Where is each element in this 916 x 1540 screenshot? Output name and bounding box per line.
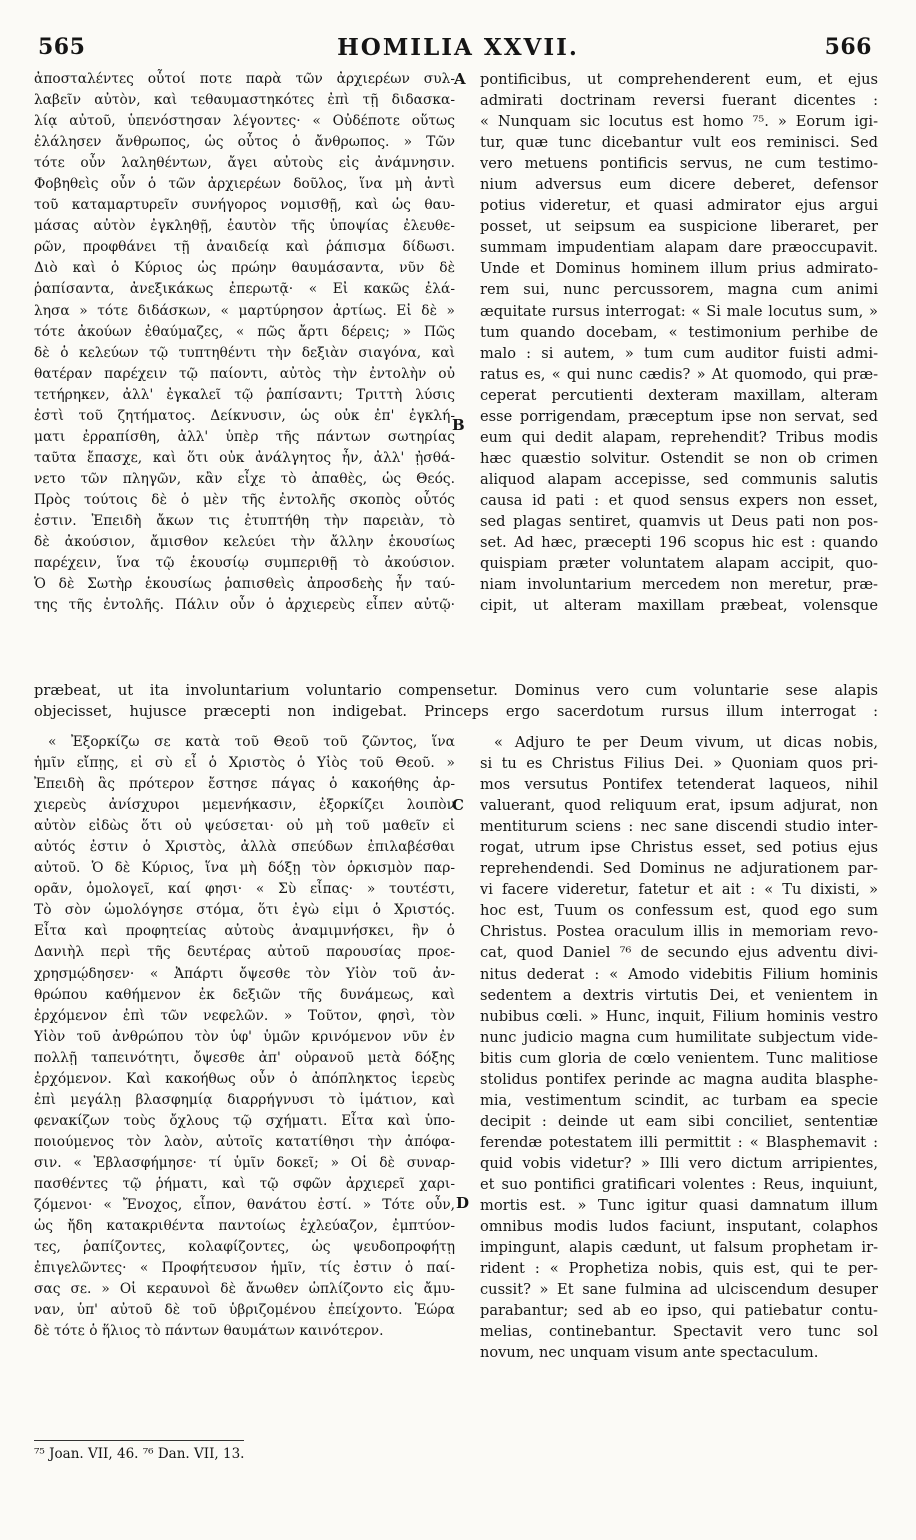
text-line: mos versutus Pontifex tetenderat laqueos, nihil [480, 776, 878, 794]
text-line: set. Ad hæc, præcepti 196 scopus hic est : quando [480, 534, 878, 552]
text-line: Φοβηθεὶς οὖν ὁ τῶν ἀρχιερέων δοῦλος, ἵνα μὴ ἀντὶ [34, 176, 455, 193]
text-line: μάσας αὐτὸν ἐγκληθῇ, ἑαυτὸν τῆς ὑποψίας ἐλευθε- [34, 218, 455, 235]
text-line: ἀποσταλέντες οὗτοί ποτε παρὰ τῶν ἀρχιερέων συλ- [34, 71, 455, 87]
text-line: malo : si autem, » tum cum auditor fuisti admi- [480, 344, 878, 362]
text-line: ratus es, « qui nunc cædis? » At quomodo, qui præ- [480, 365, 878, 383]
text-line: hæc quæstio solvitur. Ostendit se non ob crimen [480, 449, 878, 467]
text-line: melias, continebantur. Spectavit vero tunc sol [480, 1323, 878, 1341]
text-line: reprehendendi. Sed Dominus ne adjurationem par- [480, 860, 878, 878]
text-line: λίᾳ αὐτοῦ, ὑπενόστησαν λέγοντες· « Οὐδέποτε οὕτως [34, 113, 455, 130]
text-line: ρῶν, προφθάνει τῇ ἀναιδείᾳ καὶ ῥάπισμα δίδωσι. [34, 239, 455, 256]
text-line: tum quando docebam, « testimonium perhibe de [480, 323, 878, 341]
text-line: φενακίζων τοὺς ὄχλους τῷ σχήματι. Εἶτα καὶ ὑπο- [34, 1112, 455, 1129]
text-line: ποιούμενος τὸν λαὸν, αὐτοῖς κατατίθησι τὴν ἀπόφα- [34, 1133, 455, 1150]
text-line: σιν. « Ἐβλασφήμησε· τί ὑμῖν δοκεῖ; » Οἱ δὲ συναρ- [34, 1154, 455, 1171]
text-line: Δανιὴλ περὶ τῆς δευτέρας αὐτοῦ παρουσίας προε- [34, 944, 455, 961]
text-line: impingunt, alapis cædunt, ut falsum prophetam ir- [480, 1239, 878, 1257]
text-line: mortis est. » Tunc igitur quasi damnatum illum [480, 1197, 878, 1215]
text-line: admirati doctrinam reversi fuerant dicentes : [480, 92, 878, 110]
text-line: ἐπὶ μεγάλῃ βλασφημίᾳ διαρρήγνυσι τὸ ἱμάτιον, καὶ [34, 1091, 455, 1108]
page-number-left: 565 [38, 34, 86, 60]
text-line: ζόμενοι· « Ἔνοχος, εἶπον, θανάτου ἐστί. » Τότε οὖν, [34, 1197, 455, 1214]
text-line: δὲ ὁ κελεύων τῷ τυπτηθέντι τὴν δεξιὰν σιαγόνα, καὶ [34, 344, 455, 361]
text-line: præbeat, ut ita involuntarium voluntario compensetur. Dominus vero cum voluntarie sese alapis [34, 682, 878, 699]
text-line: potius videretur, et quasi admirator ejus argui [480, 197, 878, 215]
section-marker-d: D [456, 1194, 470, 1212]
footnotes: ⁷⁵ Joan. VII, 46. ⁷⁶ Dan. VII, 13. [34, 1446, 245, 1462]
section-marker-b: B [452, 416, 465, 434]
page-header [0, 34, 916, 68]
page-title: HOMILIA XXVII. [337, 34, 579, 61]
text-line: Ὁ δὲ Σωτὴρ ἑκουσίως ῥαπισθεὶς ἀπροσδεὴς ἦν ταύ- [34, 576, 455, 593]
footnote-rule [34, 1440, 244, 1441]
text-line: χρησμῴδησεν· « Ἀπάρτι ὄψεσθε τὸν Υἱὸν τοῦ ἀν- [34, 965, 455, 982]
text-line: Ἐπειδὴ ἃς πρότερον ἔστησε πάγας ὁ κακοήθης ἀρ- [34, 776, 455, 793]
text-line: bitis cum gloria de cœlo venientem. Tunc malitiose [480, 1049, 878, 1067]
text-line: λησα » τότε διδάσκων, « μαρτύρησον ἀρτίως. Εἰ δὲ » [34, 302, 455, 319]
text-line: τοῦ καταμαρτυρεῖν συνήγορος νομισθῇ, καὶ ὡς θαυ- [34, 197, 455, 214]
text-line: quid vobis videtur? » Illi vero dictum arripientes, [480, 1154, 878, 1172]
latin-full-width-block [34, 680, 878, 722]
text-line: valuerant, quod reliquum erat, ipsum adjurat, non [480, 797, 878, 815]
text-line: της τῆς ἐντολῆς. Πάλιν οὖν ὁ ἀρχιερεὺς εἶπεν αὐτῷ· [34, 597, 455, 614]
text-line: ταῦτα ἔπασχε, καὶ ὅτι οὐκ ἀνάλγητος ἦν, ἀλλ' ᾐσθά- [34, 449, 455, 466]
text-line: λαβεῖν αὐτὸν, καὶ τεθαυμαστηκότες ἐπὶ τῇ διδασκα- [34, 92, 455, 109]
text-line: quispiam præter voluntatem alapam accipit, quo- [480, 555, 878, 573]
text-line: novum, nec unquam visum ante spectaculum. [480, 1344, 819, 1362]
text-line: θρώπου καθήμενον ἐκ δεξιῶν τῆς δυνάμεως, καὶ [34, 986, 455, 1003]
text-line: nubibus cœli. » Hunc, inquit, Filium hominis vestro [480, 1007, 878, 1025]
text-line: ματι ἐρραπίσθη, ἀλλ' ὑπὲρ τῆς πάντων σωτηρίας [34, 428, 455, 445]
section-marker-a: A [454, 70, 466, 88]
text-line: χιερεὺς ἀνίσχυροι μεμενήκασιν, ἐξορκίζει λοιπὸν [34, 797, 455, 814]
text-line: τετήρηκεν, ἀλλ' ἐγκαλεῖ τῷ ῥαπίσαντι; Τριττὴ λύσις [34, 386, 455, 403]
text-line: ferendæ potestatem illi permittit : « Blasphemavit : [480, 1133, 878, 1151]
text-line: rogat, utrum ipse Christus esset, sed potius ejus [480, 839, 878, 857]
section-marker-c: C [452, 796, 464, 814]
text-line: τες, ῥαπίζοντες, κολαφίζοντες, ὡς ψευδοπροφήτῃ [34, 1239, 455, 1256]
greek-column-top [34, 69, 455, 616]
text-line: nitus dederat : « Amodo videbitis Filium hominis [480, 965, 878, 983]
text-line: esse porrigendam, præceptum ipse non servat, sed [480, 407, 878, 425]
text-line: pontificibus, ut comprehenderent eum, et ejus [480, 71, 878, 88]
text-line: cat, quod Daniel ⁷⁶ de secundo ejus adventu divi- [480, 944, 878, 962]
text-line: αὐτὸν εἰδὼς ὅτι οὐ ψεύσεται· οὐ μὴ τοῦ μαθεῖν εἰ [34, 818, 455, 835]
text-line: ἐστιν. Ἐπειδὴ ἄκων τις ἐτυπτήθη τὴν παρειὰν, τὸ [34, 512, 455, 529]
text-line: Unde et Dominus hominem illum prius admirato- [480, 260, 878, 278]
text-line: δὲ τότε ὁ ἥλιος τὸ πάντων θαυμάτων καινότερον. [34, 1323, 384, 1340]
text-line: ῥαπίσαντα, ἀνεξικάκως ἐπερωτᾷ· « Εἰ κακῶς ἐλά- [34, 281, 455, 298]
text-line: tur, quæ tunc dicebantur vult eos reminisci. Sed [480, 134, 878, 152]
text-line: πολλῇ ταπεινότητι, ὄψεσθε ἀπ' οὐρανοῦ μετὰ δόξης [34, 1049, 455, 1066]
text-line: et suo pontifici gratificari volentes : Reus, inquiunt, [480, 1175, 878, 1193]
text-line: αὐτός ἐστιν ὁ Χριστὸς, ἀλλὰ σπεύδων ἐπιλαβέσθαι [34, 839, 455, 856]
text-line: mia, vestimentum scindit, ac turbam ea specie [480, 1091, 878, 1109]
text-line: nunc judicio magna cum humilitate subjectum vide- [480, 1028, 878, 1046]
text-line: αὐτοῦ. Ὁ δὲ Κύριος, ἵνα μὴ δόξῃ τὸν ὁρκισμὸν παρ- [34, 860, 455, 877]
text-line: σας σε. » Οἱ κεραυνοὶ δὲ ἄνωθεν ὡπλίζοντο εἰς ἄμυ- [34, 1281, 455, 1298]
text-line: δὲ ἀκούσιον, ἄμισθον κελεύει τὴν ἄλλην ἑκουσίως [34, 534, 455, 551]
text-line: sed plagas sentiret, quamvis ut Deus pati non pos- [480, 512, 878, 530]
text-line: ἐπιγελῶντες· « Προφήτευσον ἡμῖν, τίς ἐστιν ὁ παί- [34, 1260, 455, 1277]
text-line: ἐλάλησεν ἄνθρωπος, ὡς οὗτος ὁ ἄνθρωπος. » Τῶν [34, 134, 455, 151]
page-number-right: 566 [824, 34, 872, 60]
text-line: vero metuens pontificis servus, ne cum testimo- [480, 155, 878, 173]
text-line: Πρὸς τούτοις δὲ ὁ μὲν τῆς ἐντολῆς σκοπὸς οὗτός [34, 491, 455, 508]
text-line: summam impudentiam alapam dare præoccupavit. [480, 239, 878, 257]
text-line: hoc est, Tuum os confessum est, quod ego sum [480, 902, 878, 920]
text-line: niam involuntarium mercedem non meretur, præ- [480, 576, 878, 594]
text-line: omnibus modis ludos faciunt, insputant, colaphos [480, 1218, 878, 1236]
text-line: ceperat percutienti dexteram maxillam, alteram [480, 386, 878, 404]
greek-column-bottom [34, 732, 455, 1342]
text-line: θατέραν παρέχειν τῷ παίοντι, αὐτὸς τὴν ἐντολὴν οὐ [34, 365, 455, 382]
text-line: cussit? » Et sane fulmina ad ulciscendum desuper [480, 1281, 878, 1299]
text-line: decipit : deinde ut eam sibi conciliet, sententiæ [480, 1112, 878, 1130]
text-line: parabantur; sed ab eo ipso, qui patiebatur contu- [480, 1302, 878, 1320]
text-line: ἐρχόμενον. Καὶ κακοήθως οὖν ὁ ἀπόπληκτος ἱερεὺς [34, 1070, 455, 1087]
text-line: « Nunquam sic locutus est homo ⁷⁵. » Eorum igi- [480, 113, 878, 131]
text-line: ναν, ὑπ' αὐτοῦ δὲ τοῦ ὑβριζομένου ἐπείχοντο. Ἑώρα [34, 1302, 455, 1319]
text-line: ἐστὶ τοῦ ζητήματος. Δείκνυσιν, ὡς οὐκ ἐπ' ἐγκλή- [34, 407, 455, 424]
latin-column-top [480, 69, 878, 616]
text-line: Υἱὸν τοῦ ἀνθρώπου τὸν ὑφ' ὑμῶν κρινόμενον νῦν ἐν [34, 1028, 455, 1045]
text-line: νετο τῶν πληγῶν, κἂν εἶχε τὸ ἀπαθὲς, ὡς Θεός. [34, 470, 455, 487]
latin-column-bottom [480, 732, 878, 1363]
text-line: aliquod alapam accepisse, sed communis salutis [480, 470, 878, 488]
text-line: stolidus pontifex perinde ac magna audita blasphe- [480, 1070, 878, 1088]
text-line: mentiturum sciens : nec sane discendi studio inter- [480, 818, 878, 836]
text-line: causa id pati : et quod sensus expers non esset, [480, 491, 878, 509]
text-line: posset, ut seipsum ea suspicione liberaret, per [480, 218, 878, 236]
text-line: τότε οὖν λαληθέντων, ἄγει αὐτοὺς εἰς ἀνάμνησιν. [34, 155, 455, 172]
text-line: cipit, ut alteram maxillam præbeat, volensque [480, 597, 878, 615]
text-line: ἡμῖν εἴπῃς, εἰ σὺ εἶ ὁ Χριστὸς ὁ Υἱὸς τοῦ Θεοῦ. » [34, 755, 455, 772]
text-line: παρέχειν, ἵνα τῷ ἑκουσίῳ συμπεριθῇ τὸ ἀκούσιον. [34, 555, 455, 572]
text-line: « Ἐξορκίζω σε κατὰ τοῦ Θεοῦ τοῦ ζῶντος, ἵνα [48, 734, 455, 750]
text-line: Διὸ καὶ ὁ Κύριος ὡς πρώην θαυμάσαντα, νῦν δὲ [34, 260, 455, 277]
text-line: τότε ἀκούων ἐθαύμαζες, « πῶς ἄρτι δέρεις; » Πῶς [34, 323, 455, 340]
text-line: eum qui dedit alapam, reprehendit? Tribus modis [480, 428, 878, 446]
text-line: æquitate rursus interrogat: « Si male locutus sum, » [480, 302, 878, 320]
text-line: si tu es Christus Filius Dei. » Quoniam quos pri- [480, 755, 878, 773]
text-line: ἐρχόμενον ἐπὶ τῶν νεφελῶν. » Τοῦτον, φησὶ, τὸν [34, 1007, 455, 1024]
text-line: objecisset, hujusce præcepti non indigebat. Princeps ergo sacerdotum rursus illum interrogat : [34, 703, 878, 721]
text-line: Εἶτα καὶ προφητείας αὐτοὺς ἀναμιμνήσκει, ἣν ὁ [34, 923, 455, 940]
text-line: πασθέντες τῷ ῥήματι, καὶ τῷ σφῶν ἀρχιερεῖ χαρι- [34, 1175, 455, 1192]
text-line: ορᾶν, ὁμολογεῖ, καί φησι· « Σὺ εἶπας· » τουτέστι, [34, 881, 455, 898]
text-line: « Adjuro te per Deum vivum, ut dicas nobis, [494, 734, 878, 751]
text-line: Τὸ σὸν ὡμολόγησε στόμα, ὅτι ἐγὼ εἰμι ὁ Χριστός. [34, 902, 455, 919]
text-line: Christus. Postea oraculum illis in memoriam revo- [480, 923, 878, 941]
text-line: ὡς ἤδη κατακριθέντα παντοίως ἐχλεύαζον, ἐμπτύον- [34, 1218, 455, 1235]
text-line: nium adversus eum dicere deberet, defensor [480, 176, 878, 194]
text-line: rident : « Prophetiza nobis, quis est, qui te per- [480, 1260, 878, 1278]
text-line: sedentem a dextris virtutis Dei, et venientem in [480, 986, 878, 1004]
text-line: vi facere videretur, fatetur et ait : « Tu dixisti, » [480, 881, 878, 899]
text-line: rem sui, nunc percussorem, magna cum animi [480, 281, 878, 299]
